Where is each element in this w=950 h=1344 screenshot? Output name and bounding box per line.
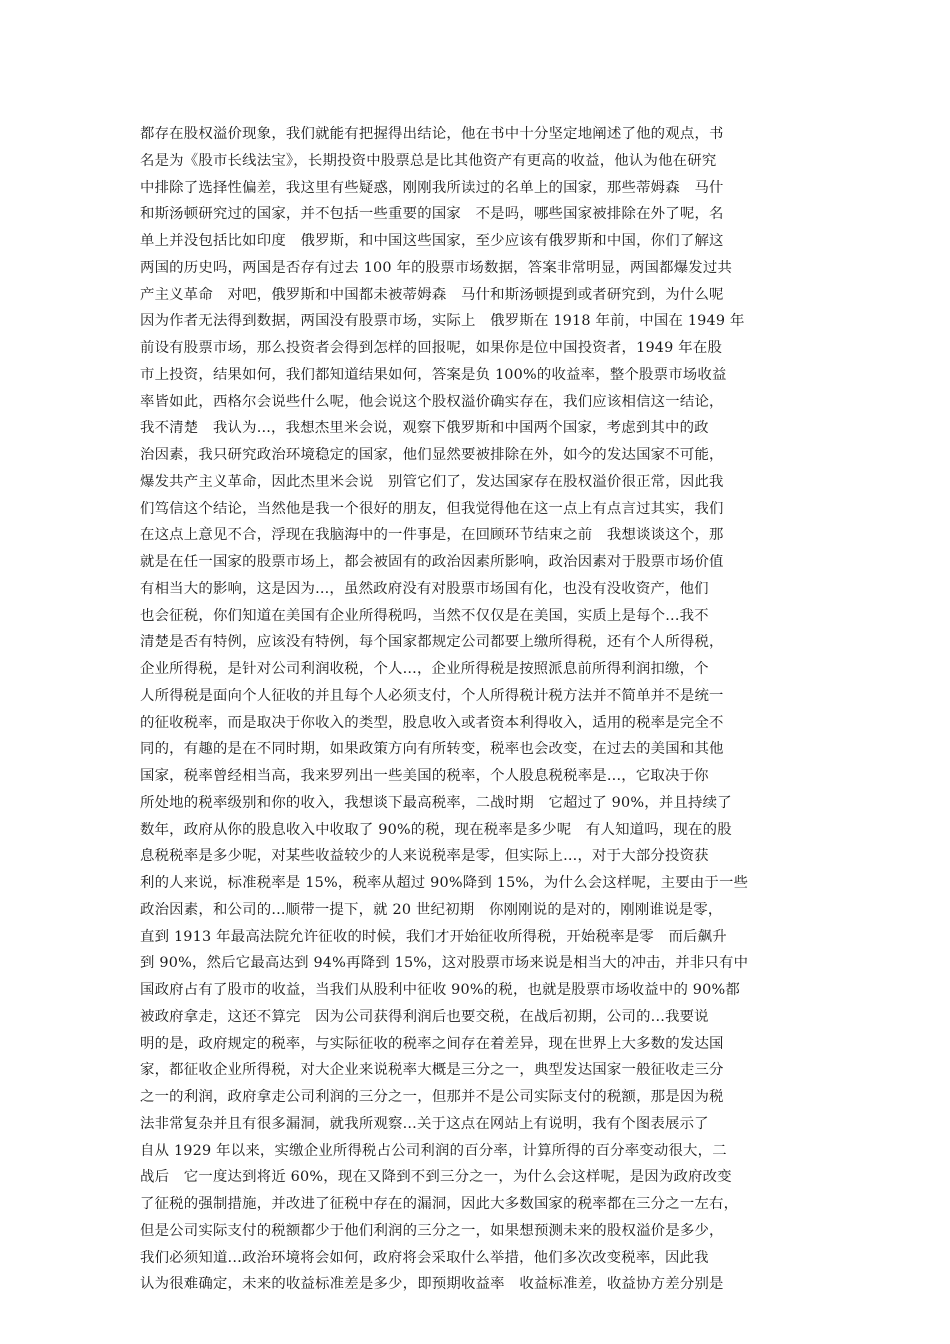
text-line: 有相当大的影响，这是因为...，虽然政府没有对股票市场国有化，也没有没收资产，他们: [140, 580, 709, 597]
text-line: 清楚是否有特例，应该没有特例，每个国家都规定公司都要上缴所得税，还有个人所得税，: [140, 634, 724, 651]
text-line: 自从 1929 年以来，实缴企业所得税占公司利润的百分率，计算所得的百分率变动很大，二: [140, 1142, 727, 1159]
text-line: 率皆如此，西格尔会说些什么呢，他会说这个股权溢价确实存在，我们应该相信这一结论，: [140, 393, 724, 410]
text-line: 息税税率是多少呢，对某些收益较少的人来说税率是零，但实际上...，对于大部分投资获: [140, 848, 709, 865]
text-line: 两国的历史吗，两国是否存有过去 100 年的股票市场数据，答案非常明显，两国都爆发过共: [140, 259, 733, 276]
text-line: 人所得税是面向个人征收的并且每个人必须支付，个人所得税计税方法并不简单并不是统一: [140, 687, 724, 704]
text-line: 也会征税，你们知道在美国有企业所得税吗，当然不仅仅是在美国，实质上是每个...我不: [140, 607, 709, 624]
body-text: [140, 121, 820, 1298]
text-line: 被政府拿走，这还不算完 因为公司获得利润后也要交税，在战后初期，公司的...我要说: [140, 1008, 709, 1025]
text-line: 们笃信这个结论，当然他是我一个很好的朋友，但我觉得他在这一点上有点言过其实，我们: [140, 500, 724, 517]
text-line: 战后 它一度达到将近 60%，现在又降到不到三分之一，为什么会这样呢，是因为政府改变: [140, 1169, 732, 1186]
text-line: 所处地的税率级别和你的收入，我想谈下最高税率，二战时期 它超过了 90%，并且持续了: [140, 794, 732, 811]
text-line: 到 90%，然后它最高达到 94%再降到 15%，这对股票市场来说是相当大的冲击，并非只有中: [140, 955, 749, 972]
text-line: 明的是，政府规定的税率，与实际征收的税率之间存在着差异，现在世界上大多数的发达国: [140, 1035, 724, 1052]
text-line: 我不清楚 我认为...，我想杰里米会说，观察下俄罗斯和中国两个国家，考虑到其中的政: [140, 420, 709, 437]
text-line: 认为很难确定，未来的收益标准差是多少，即预期收益率 收益标准差，收益协方差分别是: [140, 1276, 724, 1293]
text-line: 利的人来说，标准税率是 15%，税率从超过 90%降到 15%，为什么会这样呢，主要由于一些: [140, 875, 749, 891]
text-line: 在这点上意见不合，浮现在我脑海中的一件事是，在回顾环节结束之前 我想谈谈这个，那: [140, 527, 724, 544]
text-line: 但是公司实际支付的税额都少于他们利润的三分之一，如果想预测未来的股权溢价是多少，: [140, 1222, 724, 1239]
text-line: 直到 1913 年最高法院允许征收的时候，我们才开始征收所得税，开始税率是零 而后飙升: [140, 928, 727, 945]
text-line: 前设有股票市场，那么投资者会得到怎样的回报呢，如果你是位中国投资者，1949 年在股: [140, 340, 723, 356]
text-line: 我们必须知道...政治环境将会如何，政府将会采取什么举措，他们多次改变税率，因此我: [140, 1249, 709, 1266]
text-line: 中排除了选择性偏差，我这里有些疑惑，刚刚我所读过的名单上的国家，那些蒂姆森 马什: [140, 179, 724, 196]
text-line: 家，都征收企业所得税，对大企业来说税率大概是三分之一，典型发达国家一般征收走三分: [140, 1062, 724, 1079]
text-line: 爆发共产主义革命，因此杰里米会说 别管它们了，发达国家存在股权溢价很正常，因此我: [140, 473, 724, 490]
text-line: 法非常复杂并且有很多漏洞，就我所观察...关于这点在网站上有说明，我有个图表展示了: [140, 1115, 709, 1132]
text-line: 单上并没包括比如印度 俄罗斯，和中国这些国家，至少应该有俄罗斯和中国，你们了解这: [140, 233, 724, 249]
text-line: 的征收税率，而是取决于你收入的类型，股息收入或者资本利得收入，适用的税率是完全不: [140, 714, 724, 731]
text-line: 国家，税率曾经相当高，我来罗列出一些美国的税率，个人股息税税率是...，它取决于你: [140, 768, 709, 784]
text-line: 和斯汤顿研究过的国家，并不包括一些重要的国家 不是吗，哪些国家被排除在外了呢，名: [140, 206, 724, 223]
text-line: 因为作者无法得到数据，两国没有股票市场，实际上 俄罗斯在 1918 年前，中国在 1949 年: [140, 313, 745, 330]
text-line: 同的，有趣的是在不同时期，如果政策方向有所转变，税率也会改变，在过去的美国和其他: [140, 741, 724, 758]
text-line: 政治因素，和公司的...顺带一提下，就 20 世纪初期 你刚刚说的是对的，刚刚谁说是零，: [140, 901, 723, 918]
text-line: 就是在任一国家的股票市场上，都会被固有的政治因素所影响，政治因素对于股票市场价值: [140, 554, 724, 570]
text-line: 国政府占有了股市的收益，当我们从股利中征收 90%的税，也就是股票市场收益中的 90%都: [140, 982, 740, 998]
text-line: 市上投资，结果如何，我们都知道结果如何，答案是负 100%的收益率，整个股票市场收益: [140, 366, 727, 383]
text-line: 名是为《股市长线法宝》，长期投资中股票总是比其他资产有更高的收益，他认为他在研究: [140, 152, 717, 169]
text-line: 产主义革命 对吧，俄罗斯和中国都未被蒂姆森 马什和斯汤顿提到或者研究到，为什么呢: [140, 286, 724, 303]
text-line: 治因素，我只研究政治环境稳定的国家，他们显然要被排除在外，如今的发达国家不可能，: [140, 447, 724, 463]
text-line: 之一的利润，政府拿走公司利润的三分之一，但那并不是公司实际支付的税额，那是因为税: [140, 1089, 724, 1105]
text-line: 了征税的强制措施，并改进了征税中存在的漏洞，因此大多数国家的税率都在三分之一左右，: [140, 1196, 739, 1212]
text-line: 企业所得税，是针对公司利润收税，个人...，企业所得税是按照派息前所得利润扣缴，个: [140, 661, 709, 677]
text-line: 数年，政府从你的股息收入中收取了 90%的税，现在税率是多少呢 有人知道吗，现在的股: [140, 821, 732, 838]
text-line: 都存在股权溢价现象，我们就能有把握得出结论，他在书中十分坚定地阐述了他的观点，书: [140, 126, 724, 142]
